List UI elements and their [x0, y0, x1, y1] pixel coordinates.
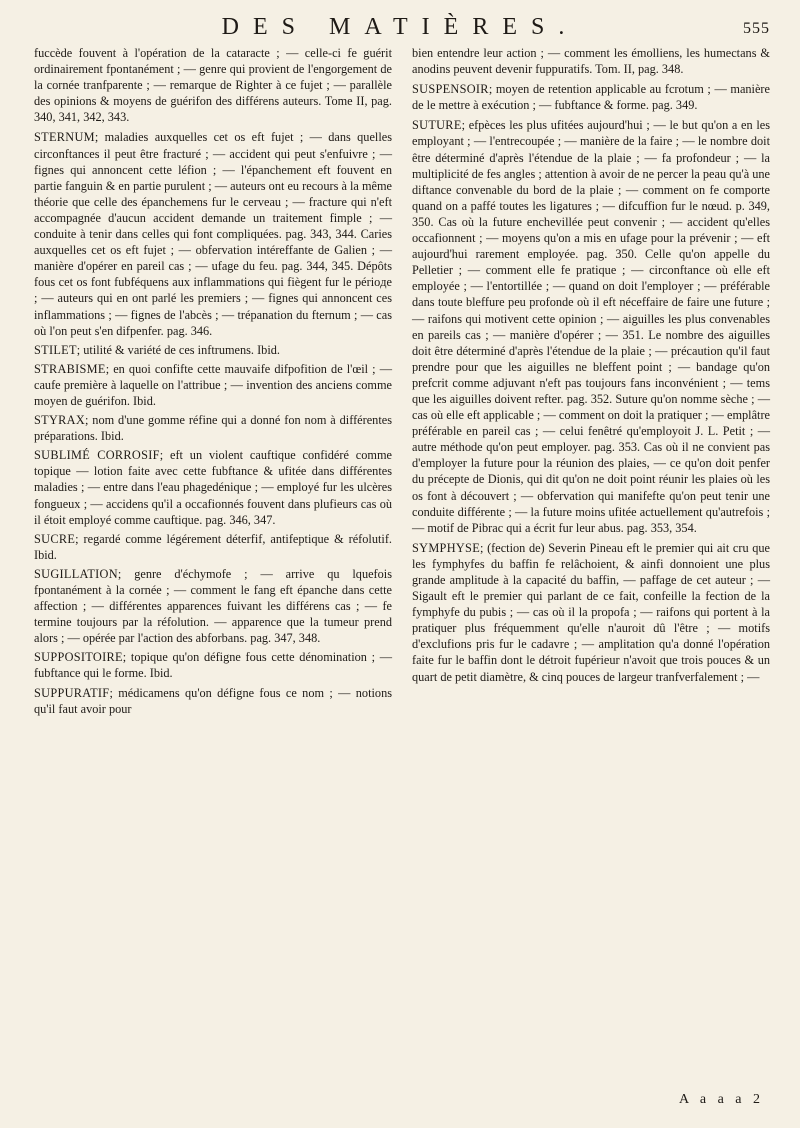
entry-head: SUSPENSOIR: [412, 82, 489, 97]
right-column: [412, 45, 770, 689]
index-entry-sucre: [34, 531, 392, 563]
index-entry-suspensoir: [412, 81, 770, 113]
signature-mark: A a a a 2: [679, 1092, 764, 1107]
index-entry-symphyse: [412, 540, 770, 685]
entry-head: SUCRE: [34, 531, 76, 546]
index-entry-styrax: [34, 412, 392, 444]
entry-head: STYRAX: [34, 413, 85, 428]
entry-head: STERNUM: [34, 130, 95, 145]
entry-text: ; genre d'échymofe ; — arrive qu lquefois fpontanément à la cornée ; — comment le fang eft épanche dans cette affection ; — différentes apparences fuivant les différens cas ; — fe termine toujours par la réfolution. — apparence que la tumeur prend alors ; — opérée par l'action des abforbans. pag. 347, 348.: [34, 566, 392, 646]
index-entry-sugillation: [34, 566, 392, 646]
entry-head: SUTURE: [412, 118, 462, 133]
entry-text: ; moyen de retention applicable au fcrotum ; — manière de le mettre à exécution ; — fubftance & forme. pag. 349.: [412, 82, 770, 113]
index-entry-strabisme: [34, 361, 392, 409]
running-head: DES MATIÈRES.: [221, 14, 579, 40]
index-entry-suture: [412, 117, 770, 535]
entry-text: ; efpèces les plus ufitées aujourd'hui ; — le but qu'on a en les employant ; — l'entrecoupée ; — manière de la faire ; — le nombre doit être déterminé d'après l'étendue de la plaie ; — fa profondeur ; — la multiplicité de fes angles ; attention à avoir de ne percer la peau qu'à une diftance convenable du bord de la plaie ; — comment on fe comporte quand on a paffé toutes les ligatures ; — difcuffion fur le nœud. p. 349, 350. Cas où la future enchevillée peut convenir ; — accident qu'elles occafionnent ; — moyens qu'on a mis en ufage pour la prévenir ; — eft aujourd'hui rarement employée. pag. 350. Celle qu'on appelle du Pelletier ; — comment elle fe pratique ; — circonftance où elle eft employée ; — l'entortillée ; — quand on doit l'employer ; — préférable dans toute bleffure peu profonde où il eft néceffaire de faire une future ; — raifons qui motivent cette opinion ; — aiguilles les plus convenables en pareils cas ; — manière d'opérer ; — 351. Le nombre des aiguilles doit être déterminé d'après l'étendue de la plaie ; — précaution qu'il faut prendre pour que les aiguilles ne bleffent point ; — bandage qu'on prefcrit comme adjuvant n'eft pas toujours fans inconvénient ; — tems que les aiguilles doivent refter. pag. 352. Suture qu'on nomme sèche ; — cas où elle eft applicable ; — comment on doit la pratiquer ; — emplâtre préférable en pareil cas ; — celui fenêtré qu'employoit J. L. Petit ; — autre méthode qu'on peut employer. pag. 353. Cas où il ne convient pas d'employer la future pour la réunion des plaies, — ce qu'on doit penfer du précepte de Dionis, qui dit qu'on ne doit point réunir les plaies où les os font à découvert ; — obfervation qui manifefte qu'on peut tenir une conduite différente ; — la future moins ufitée actuellement qu'autrefois ; — motif de Pibrac qui a écrit fur leur abus. pag. 353, 354.: [412, 118, 770, 535]
entry-text: ; (fection de) Severin Pineau eft le premier qui ait cru que les fymphyfes du baffin fe relâchoient, & ainfi donnoient une plus grande amplitude à la capacité du baffin, — paffage de cet auteur ; — Sigault eft le premier qui parlant de ce fait, confeille la fection de la fymphyfe du pubis ; — cas où il la propofa ; — raifons qui portent à la pratiquer plus fréquemment qu'elle n'auroit dû l'être ; — motifs d'exclufions pris fur le cadavre ; — amplitation qu'a donné l'opération faite fur le baffin dont le détroit fupérieur n'avoit que trois pouces & un quart de petit diamètre, & cinq pouces de largeur tranfverfalement ; —: [412, 540, 770, 684]
entry-head: STRABISME: [34, 361, 106, 376]
entry-text: ; nom d'une gomme réfine qui a donné fon nom à différentes préparations. Ibid.: [34, 413, 392, 444]
entry-head: STILET: [34, 342, 77, 357]
index-entry-suppuratif: [34, 685, 392, 717]
left-continuation: fuccède fouvent à l'opération de la cataracte ; — celle-ci fe guérit ordinairement fpontanément ; — genre qui provient de l'engorgement de la cornée tranfparente ; — remarque de Righter à ce fujet ; — parallèle des opinions & moyens de guérifon des différens auteurs. Tome II, pag. 340, 341, 342, 343.: [34, 46, 392, 125]
entry-head: SUPPURATIF: [34, 685, 110, 700]
index-entry-suppositoire: [34, 649, 392, 681]
entry-text: ; en quoi confifte cette mauvaife difpofition de l'œil ; — caufe première à laquelle on l'attribue ; — invention des anciens comme moyen de guérifon. Ibid.: [34, 361, 392, 408]
index-entry-stilet: [34, 342, 392, 358]
index-entry-sublime-corrosif: [34, 447, 392, 527]
entry-text: ; maladies auxquelles cet os eft fujet ; — dans quelles circonftances il peut être fracturé ; — accident qui peut s'enfuivre ; — fignes qui annoncent cette léfion ; — l'épanchement eft fouvent en partie fanguin & en partie purulent ; — auteurs ont eu recours à la même théorie que celle des épanchemens fur le cerveau ; — fracture qui n'eft accompagnée d'aucun accident demande un traitement fimple ; — conduite à tenir dans celles qui font compliquées. pag. 343, 344. Caries auxquelles cet os eft fujet ; — obfervation intéreffante de Galien ; — manière d'opérer en pareil cas ; — ufage du feu. pag. 344, 345. Dépôts fous cet os font fubféquens aux inflammations qui fiègent fur le périoде ; — auteurs qui en ont parlé les premiers ; — fignes qui annoncent ces inflammations ; — fignes de l'abcès ; — trépanation du fternum ; — cas où l'on peut s'en difpenfer. pag. 346.: [34, 130, 392, 338]
entry-text: ; topique qu'on défigne fous cette dénomination ; — fubftance qui le forme. Ibid.: [34, 650, 392, 681]
entry-text: ; utilité & variété de ces inftrumens. Ibid.: [76, 342, 280, 357]
left-column: [34, 45, 392, 720]
index-entry-sternum: [34, 129, 392, 338]
entry-text: ; eft un violent cauftique confidéré comme topique — lotion faite avec cette fubftance & ufitée dans différentes maladies ; — entre dans l'eau phagedénique ; — employé fur les ulcères fongueux ; — accidens qu'il a occafionnés fouvent dans plufieurs cas où il étoit employé comme cauftique. pag. 346, 347.: [34, 448, 392, 527]
page-number: 555: [743, 20, 770, 37]
entry-head: SUBLIMÉ CORROSIF: [34, 448, 160, 463]
entry-text: ; médicamens qu'on défigne fous ce nom ; — notions qu'il faut avoir pour: [34, 685, 392, 716]
entry-head: SUGILLATION: [34, 566, 118, 581]
entry-text: ; regardé comme légérement déterfif, antifeptique & réfolutif. Ibid.: [34, 531, 392, 562]
right-continuation: bien entendre leur action ; — comment les émolliens, les humectans & anodins peuvent devenir fuppuratifs. Tom. II, pag. 348.: [412, 46, 770, 77]
entry-head: SUPPOSITOIRE: [34, 650, 123, 665]
entry-head: SYMPHYSE: [412, 540, 481, 555]
